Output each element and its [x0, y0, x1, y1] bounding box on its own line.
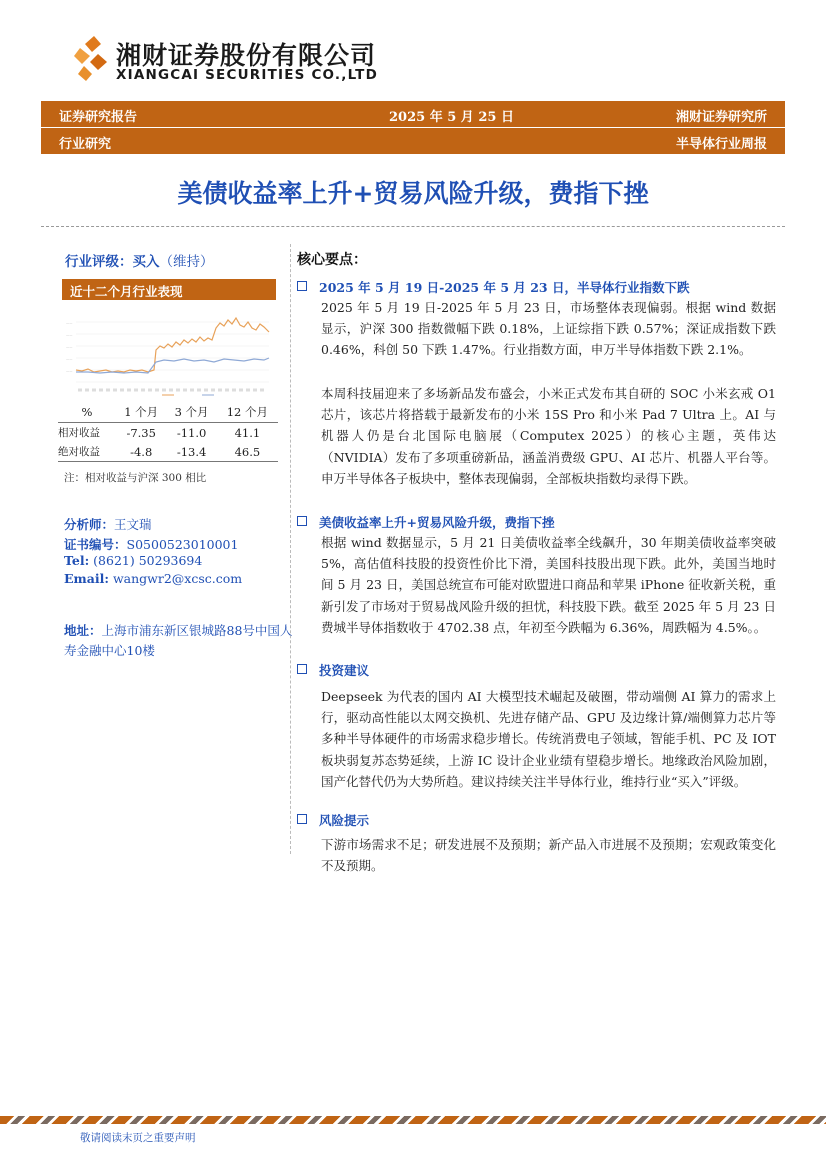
office-address	[64, 621, 294, 661]
checkbox-bullet-icon	[297, 516, 307, 526]
section-heading-text: 风险提示	[319, 813, 370, 828]
analyst-tel-label: Tel:	[64, 553, 90, 568]
performance-title: 近十二个月行业表现	[70, 284, 183, 299]
column-divider	[290, 244, 291, 854]
checkbox-bullet-icon	[297, 664, 307, 674]
header-band-top	[41, 101, 785, 127]
section-paragraph: 2025 年 5 月 19 日-2025 年 5 月 23 日，市场整体表现偏弱。根据 wind 数据显示，沪深 300 指数微幅下跌 0.18%，上证综指下跌 0.57%；深证成指数下跌 0.46%，科创 50 下跌 1.47%。行业指数方面，申万半导体指数下跌 2.1%。	[321, 300, 776, 358]
svg-text:——: ——	[66, 333, 73, 337]
section-heading-text: 投资建议	[319, 663, 370, 678]
table-row	[58, 423, 278, 443]
address-label: 地址：	[64, 623, 102, 638]
analyst-cert-label: 证书编号：	[64, 537, 127, 552]
institute-name: 湘财证券研究所	[675, 110, 767, 125]
analyst-name-value: 王文瑞	[114, 517, 152, 532]
checkbox-bullet-icon	[297, 281, 307, 291]
row-label: 绝对收益	[58, 446, 100, 458]
analyst-email[interactable]	[64, 571, 242, 586]
section-paragraph: Deepseek 为代表的国内 AI 大模型技术崛起及破圈，带动端侧 AI 算力的需求上行，驱动高性能以太网交换机、先进存储产品、GPU 及边缘计算/端侧算力芯片等多种半导体硬件的市场需求稳步增长。传统消费电子领域，智能手机、PC 及 IOT 板块弱复苏态势延续，上游 IC 设计企业业绩有望稳步增长。地缘政治风险加剧，国产化替代仍为大势所趋。建议持续关注半导体行业，维持行业“买入”评级。	[321, 689, 776, 789]
section-paragraph: 本周科技届迎来了多场新品发布盛会，小米正式发布其自研的 SOC 小米玄戒 O1 芯片，该芯片将搭载于最新发布的小米 15S Pro 和小米 Pad 7 Ultra 上。AI 与机器人仍是台北国际电脑展（Computex 2025）的核心主题，英伟达（NVIDIA）发布了多项重磅新品，涵盖消费级 GPU、AI 芯片、机器人平台等。申万半导体各子板块中，整体表现偏弱，全部板块指数均录得下跌。	[321, 386, 776, 486]
table-cell: -4.8	[130, 444, 153, 459]
address-text: 上海市浦东新区银城路88号中国人寿金融中心10楼	[64, 623, 293, 658]
report-type: 证券研究报告	[59, 110, 138, 125]
analyst-name	[64, 515, 152, 533]
svg-text:——: ——	[66, 321, 73, 325]
report-category: 行业研究	[59, 137, 112, 152]
row-label: 相对收益	[58, 427, 100, 439]
table-header-cell: %	[81, 405, 93, 419]
report-date: 2025 年 5 月 25 日	[389, 110, 514, 125]
section-heading-text: 2025 年 5 月 19 日-2025 年 5 月 23 日，半导体行业指数下跌	[319, 280, 690, 295]
rating-maintain: （维持）	[159, 254, 214, 270]
title-divider	[41, 226, 785, 227]
svg-text:——: ——	[66, 345, 73, 349]
industry-rating	[65, 250, 214, 270]
performance-note: 注：相对收益与沪深 300 相比	[64, 472, 207, 484]
analyst-email-label: Email:	[64, 571, 109, 586]
table-row	[58, 442, 278, 462]
svg-text:——: ——	[66, 357, 73, 361]
xiangcai-flame-logo-icon	[70, 34, 110, 82]
section-heading-investment	[297, 661, 369, 679]
analyst-tel-value: (8621) 50293694	[93, 553, 203, 568]
performance-chart	[64, 306, 276, 400]
report-title: 美债收益率上升+贸易风险升级，费指下挫	[177, 179, 649, 208]
footer-disclaimer-note[interactable]: 敬请阅读末页之重要声明	[80, 1132, 196, 1144]
section-paragraph: 根据 wind 数据显示，5 月 21 日美债收益率全线飙升，30 年期美债收益率突破 5%，高估值科技股的投资性价比下滑，美国科技股出现下跌。此外，美国当地时间 5 月 23 日，美国总统宣布可能对欧盟进口商品和苹果 iPhone 征收新关税，重新引发了市场对于贸易战风险升级的担忧，科技股下跌。截至 2025 年 5 月 23 日费城半导体指数收于 4702.38 点，年初至今跌幅为 6.36%，周跌幅为 4.5%。。	[321, 535, 776, 635]
section-heading-text: 美债收益率上升+贸易风险升级，费指下挫	[319, 515, 555, 530]
header-band-bottom	[41, 128, 785, 154]
table-cell: 46.5	[234, 444, 261, 459]
core-points-title: 核心要点：	[297, 252, 367, 268]
performance-section-bar	[62, 279, 276, 300]
analyst-cert	[64, 535, 238, 553]
svg-text:——: ——	[66, 369, 73, 373]
table-header-row	[58, 402, 278, 423]
analyst-cert-value: S0500523010001	[126, 537, 239, 552]
table-header-cell: 1 个月	[124, 405, 159, 419]
company-name-cn: 湘财证券股份有限公司	[116, 41, 377, 70]
section-heading-risk	[297, 811, 369, 829]
table-cell: -7.35	[126, 425, 156, 440]
performance-table	[58, 402, 278, 462]
table-cell: -11.0	[176, 425, 207, 440]
company-name-en: XIANGCAI SECURITIES CO.,LTD	[116, 67, 378, 83]
section-heading-treasury	[297, 513, 554, 531]
section-paragraph: 下游市场需求不足；研发进展不及预期；新产品入市进展不及预期；宏观政策变化不及预期。	[321, 837, 776, 874]
report-series: 半导体行业周报	[675, 137, 767, 152]
rating-label: 行业评级：买入	[65, 254, 160, 270]
analyst-email-value[interactable]: wangwr2@xcsc.com	[112, 571, 243, 586]
table-header-cell: 3 个月	[174, 405, 209, 419]
checkbox-bullet-icon	[297, 814, 307, 824]
analyst-tel	[64, 553, 202, 568]
table-cell: -13.4	[176, 444, 207, 459]
section-heading-index	[297, 278, 689, 296]
table-header-cell: 12 个月	[226, 405, 269, 419]
table-cell: 41.1	[234, 425, 261, 440]
footer-stripe	[0, 1116, 826, 1124]
analyst-name-label: 分析师：	[64, 517, 115, 532]
